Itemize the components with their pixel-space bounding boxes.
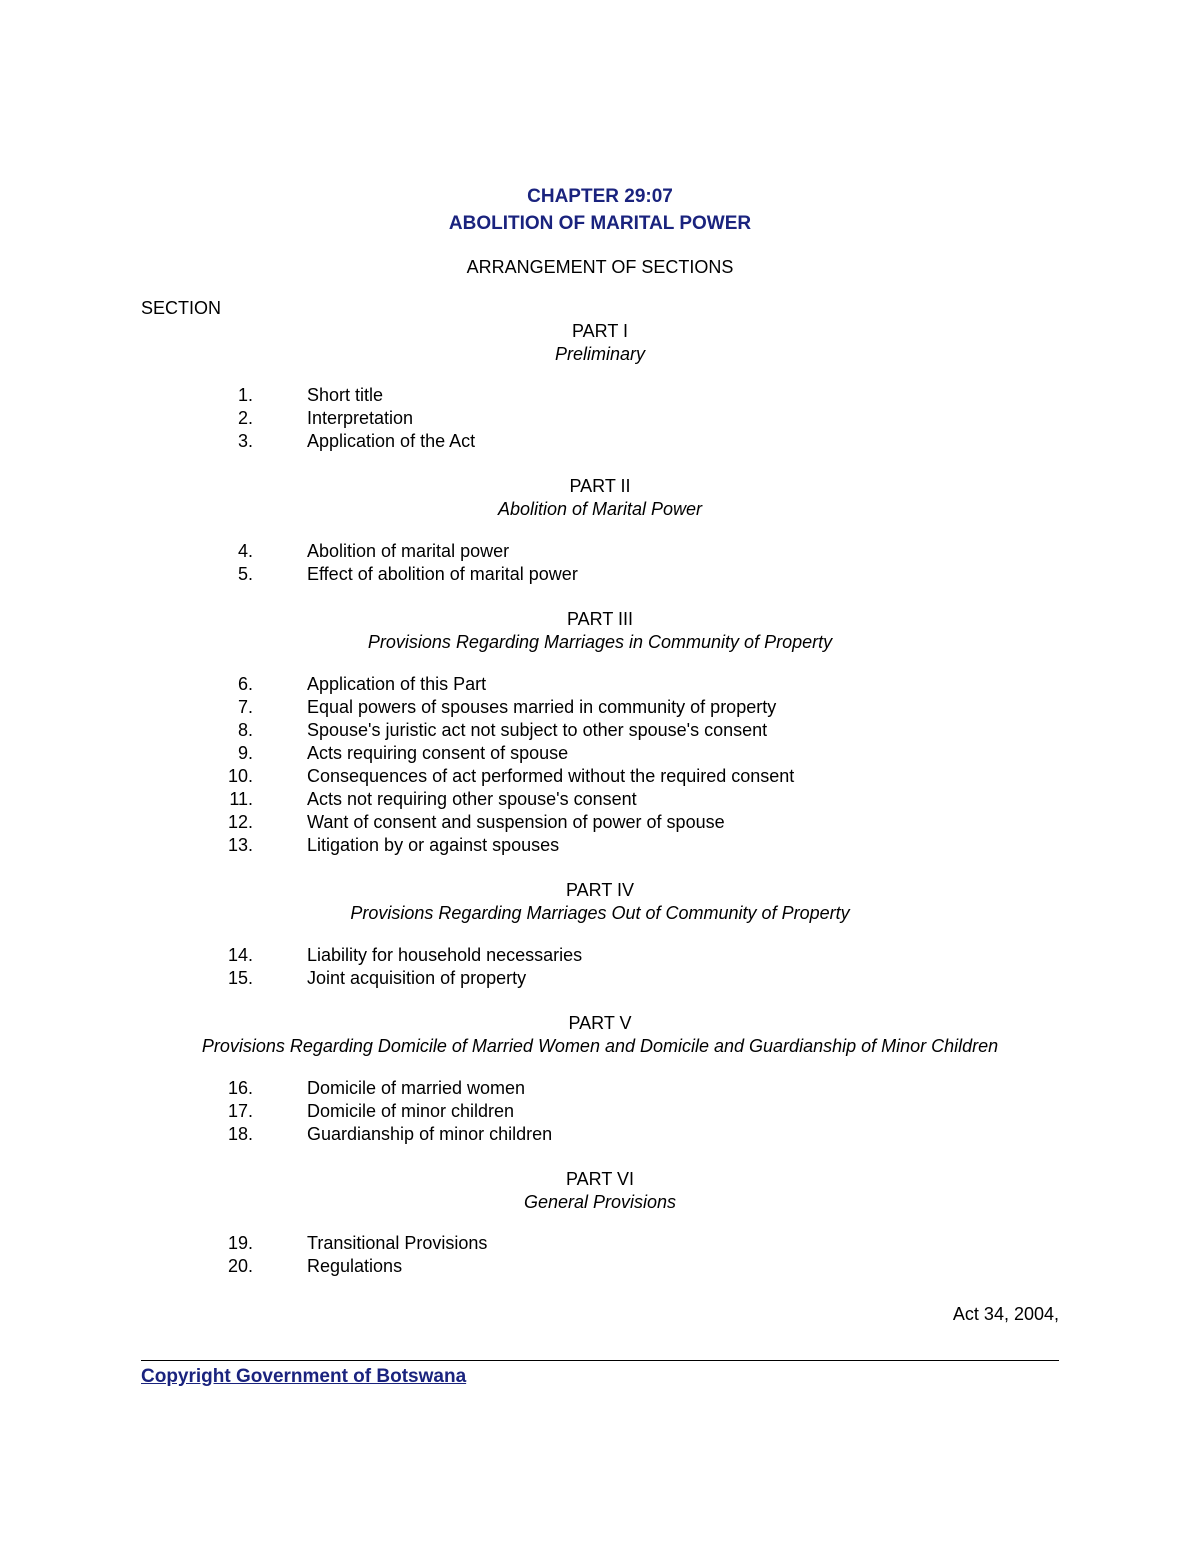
part-label: PART I bbox=[571, 321, 629, 341]
section-title: Acts requiring consent of spouse bbox=[307, 743, 569, 763]
section-title: Joint acquisition of property bbox=[307, 968, 527, 988]
part-subtitle: Provisions Regarding Domicile of Married Women and Domicile and Guardianship of Minor Children bbox=[201, 1036, 999, 1056]
section-number: 19. bbox=[227, 1233, 253, 1253]
section-title: Guardianship of minor children bbox=[307, 1124, 553, 1144]
section-title: Acts not requiring other spouse's consent bbox=[307, 789, 637, 809]
chapter-number: CHAPTER 29:07 bbox=[527, 186, 673, 207]
section-number: 4. bbox=[237, 541, 253, 561]
section-title: Equal powers of spouses married in community of property bbox=[307, 697, 777, 717]
section-number: 13. bbox=[227, 835, 253, 855]
copyright-link[interactable]: Copyright Government of Botswana bbox=[141, 1366, 467, 1387]
section-title: Litigation by or against spouses bbox=[307, 835, 560, 855]
section-number: 17. bbox=[227, 1101, 253, 1121]
chapter-title: ABOLITION OF MARITAL POWER bbox=[448, 213, 752, 234]
part-label: PART VI bbox=[565, 1169, 635, 1189]
part-subtitle: Abolition of Marital Power bbox=[497, 499, 703, 519]
section-title: Liability for household necessaries bbox=[307, 945, 583, 965]
section-title: Application of this Part bbox=[307, 674, 487, 694]
section-number: 12. bbox=[227, 812, 253, 832]
section-number: 14. bbox=[227, 945, 253, 965]
part-label: PART III bbox=[566, 609, 634, 629]
section-title: Domicile of married women bbox=[307, 1078, 526, 1098]
part-subtitle: Provisions Regarding Marriages Out of Community of Property bbox=[350, 903, 850, 923]
part-label: PART II bbox=[569, 476, 631, 496]
section-title: Application of the Act bbox=[307, 431, 476, 451]
section-title: Abolition of marital power bbox=[307, 541, 510, 561]
section-number: 7. bbox=[237, 697, 253, 717]
section-number: 2. bbox=[237, 408, 253, 428]
section-number: 5. bbox=[237, 564, 253, 584]
part-label: PART V bbox=[568, 1013, 632, 1033]
section-number: 6. bbox=[237, 674, 253, 694]
section-number: 15. bbox=[227, 968, 253, 988]
part-subtitle: Provisions Regarding Marriages in Community of Property bbox=[367, 632, 833, 652]
section-number: 9. bbox=[237, 743, 253, 763]
section-title: Spouse's juristic act not subject to other spouse's consent bbox=[307, 720, 768, 740]
part-label: PART IV bbox=[565, 880, 635, 900]
section-title: Interpretation bbox=[307, 408, 414, 428]
footer-divider bbox=[141, 1360, 1059, 1361]
section-number: 3. bbox=[237, 431, 253, 451]
section-title: Want of consent and suspension of power of spouse bbox=[307, 812, 725, 832]
section-number: 16. bbox=[227, 1078, 253, 1098]
arrangement-heading: ARRANGEMENT OF SECTIONS bbox=[466, 257, 734, 277]
section-number: 1. bbox=[237, 385, 253, 405]
section-title: Regulations bbox=[307, 1256, 403, 1276]
section-title: Transitional Provisions bbox=[307, 1233, 488, 1253]
section-number: 18. bbox=[227, 1124, 253, 1144]
section-title: Domicile of minor children bbox=[307, 1101, 515, 1121]
section-column-label: SECTION bbox=[141, 298, 222, 318]
section-title: Effect of abolition of marital power bbox=[307, 564, 578, 584]
section-number: 8. bbox=[237, 720, 253, 740]
section-number: 20. bbox=[227, 1256, 253, 1276]
section-number: 10. bbox=[227, 766, 253, 786]
section-title: Short title bbox=[307, 385, 384, 405]
act-reference: Act 34, 2004, bbox=[952, 1304, 1059, 1324]
part-subtitle: General Provisions bbox=[523, 1192, 677, 1212]
section-title: Consequences of act performed without the required consent bbox=[307, 766, 795, 786]
part-subtitle: Preliminary bbox=[554, 344, 646, 364]
section-number: 11. bbox=[229, 789, 253, 809]
